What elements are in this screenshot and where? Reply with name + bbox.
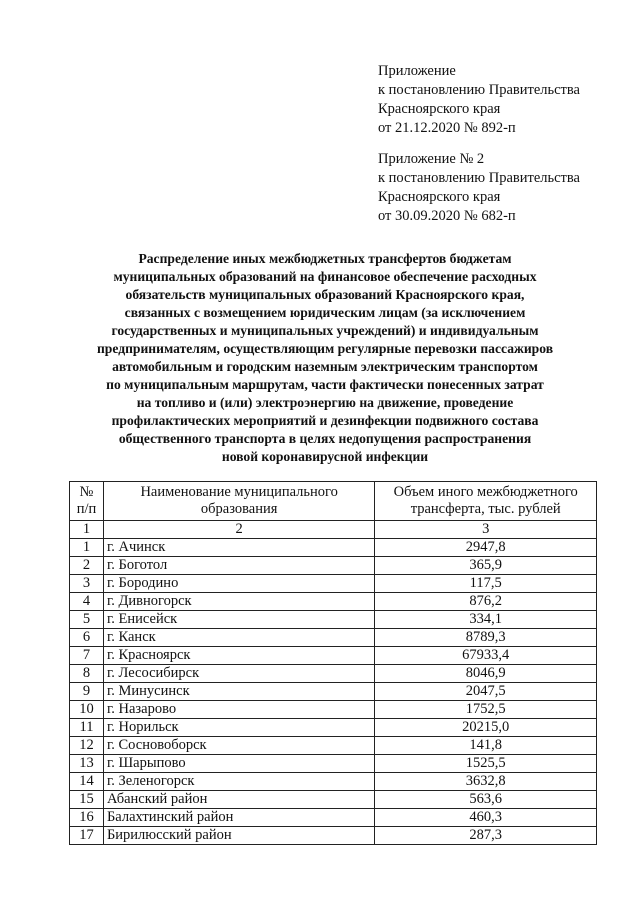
title-line: Распределение иных межбюджетных трансфертов бюджетам	[138, 251, 512, 266]
row-number: 12	[70, 737, 104, 755]
appendix-header-current	[378, 62, 580, 138]
column-index: 2	[103, 521, 374, 539]
row-number: 8	[70, 665, 104, 683]
table-row	[70, 665, 597, 683]
transfer-amount: 8046,9	[375, 665, 597, 683]
header-text: трансферта, тыс. рублей	[410, 501, 561, 517]
transfer-amount: 117,5	[375, 575, 597, 593]
header-text: образования	[200, 501, 278, 517]
row-number: 10	[70, 701, 104, 719]
title-line: на топливо и (или) электроэнергию на движение, проведение	[136, 395, 514, 410]
column-index: 3	[375, 521, 597, 539]
municipality-name: Абанский район	[103, 791, 374, 809]
appendix-line: к постановлению Правительства	[378, 170, 580, 186]
title-line: профилактических мероприятий и дезинфекции подвижного состава	[111, 413, 539, 428]
municipality-name: г. Боготол	[103, 557, 374, 575]
appendix-line: от 21.12.2020 № 892-п	[378, 120, 516, 136]
table-row	[70, 809, 597, 827]
header-text: №	[79, 484, 94, 500]
transfer-amount: 141,8	[375, 737, 597, 755]
municipality-name: г. Назарово	[103, 701, 374, 719]
municipality-name: г. Сосновоборск	[103, 737, 374, 755]
table-row	[70, 539, 597, 557]
table-row	[70, 611, 597, 629]
table-row	[70, 629, 597, 647]
row-number: 14	[70, 773, 104, 791]
table-row	[70, 701, 597, 719]
appendix-header-original	[378, 150, 580, 226]
header-number	[70, 482, 104, 521]
municipality-name: г. Бородино	[103, 575, 374, 593]
municipality-name: г. Канск	[103, 629, 374, 647]
title-line: предпринимателям, осуществляющим регулярные перевозки пассажиров	[96, 341, 554, 356]
municipality-name: г. Шарыпово	[103, 755, 374, 773]
row-number: 2	[70, 557, 104, 575]
header-municipality	[103, 482, 374, 521]
transfer-amount: 334,1	[375, 611, 597, 629]
row-number: 11	[70, 719, 104, 737]
row-number: 1	[70, 539, 104, 557]
table-row	[70, 773, 597, 791]
table-row	[70, 557, 597, 575]
row-number: 16	[70, 809, 104, 827]
municipality-name: Бирилюсский район	[103, 827, 374, 845]
row-number: 15	[70, 791, 104, 809]
document-title	[50, 250, 600, 466]
transfer-amount: 460,3	[375, 809, 597, 827]
table-header-row	[70, 482, 597, 521]
appendix-line: Красноярского края	[378, 101, 501, 117]
municipality-name: г. Лесосибирск	[103, 665, 374, 683]
header-text: п/п	[76, 501, 97, 517]
row-number: 3	[70, 575, 104, 593]
transfer-amount: 876,2	[375, 593, 597, 611]
transfer-amount: 287,3	[375, 827, 597, 845]
title-line: муниципальных образований на финансовое обеспечение расходных	[113, 269, 537, 284]
title-line: по муниципальным маршрутам, части фактически понесенных затрат	[106, 377, 544, 392]
column-index: 1	[70, 521, 104, 539]
table-row	[70, 575, 597, 593]
title-line: автомобильным и городским наземным электрическим транспортом	[112, 359, 538, 374]
title-line: новой коронавирусной инфекции	[221, 449, 429, 464]
transfer-amount: 365,9	[375, 557, 597, 575]
municipality-name: г. Ачинск	[103, 539, 374, 557]
municipality-name: г. Енисейск	[103, 611, 374, 629]
row-number: 5	[70, 611, 104, 629]
table-row	[70, 791, 597, 809]
row-number: 13	[70, 755, 104, 773]
appendix-line: от 30.09.2020 № 682-п	[378, 208, 516, 224]
title-line: обязательств муниципальных образований Красноярского края,	[125, 287, 525, 302]
transfer-amount: 67933,4	[375, 647, 597, 665]
table-row	[70, 755, 597, 773]
title-line: связанных с возмещением юридическим лицам (за исключением	[124, 305, 526, 320]
row-number: 4	[70, 593, 104, 611]
appendix-line: к постановлению Правительства	[378, 82, 580, 98]
table-row	[70, 683, 597, 701]
row-number: 17	[70, 827, 104, 845]
row-number: 9	[70, 683, 104, 701]
table-row	[70, 737, 597, 755]
transfer-amount: 20215,0	[375, 719, 597, 737]
municipality-name: Балахтинский район	[103, 809, 374, 827]
transfer-amount: 1752,5	[375, 701, 597, 719]
header-text: Объем иного межбюджетного	[393, 484, 578, 500]
municipality-name: г. Норильск	[103, 719, 374, 737]
municipality-name: г. Красноярск	[103, 647, 374, 665]
header-text: Наименование муниципального	[140, 484, 338, 500]
table-row	[70, 719, 597, 737]
transfer-amount: 2947,8	[375, 539, 597, 557]
transfer-amount: 563,6	[375, 791, 597, 809]
row-number: 7	[70, 647, 104, 665]
column-index-row	[70, 521, 597, 539]
appendix-line: Приложение	[378, 63, 456, 79]
transfer-amount: 1525,5	[375, 755, 597, 773]
header-transfer-amount	[375, 482, 597, 521]
transfer-amount: 3632,8	[375, 773, 597, 791]
title-line: государственных и муниципальных учреждений) и индивидуальным	[111, 323, 539, 338]
municipality-name: г. Минусинск	[103, 683, 374, 701]
appendix-line: Приложение № 2	[378, 151, 485, 167]
distribution-table	[69, 481, 597, 845]
appendix-line: Красноярского края	[378, 189, 501, 205]
title-line: общественного транспорта в целях недопущения распространения	[118, 431, 532, 446]
municipality-name: г. Дивногорск	[103, 593, 374, 611]
table-row	[70, 647, 597, 665]
table-row	[70, 593, 597, 611]
transfer-amount: 8789,3	[375, 629, 597, 647]
transfer-amount: 2047,5	[375, 683, 597, 701]
table-row	[70, 827, 597, 845]
row-number: 6	[70, 629, 104, 647]
municipality-name: г. Зеленогорск	[103, 773, 374, 791]
